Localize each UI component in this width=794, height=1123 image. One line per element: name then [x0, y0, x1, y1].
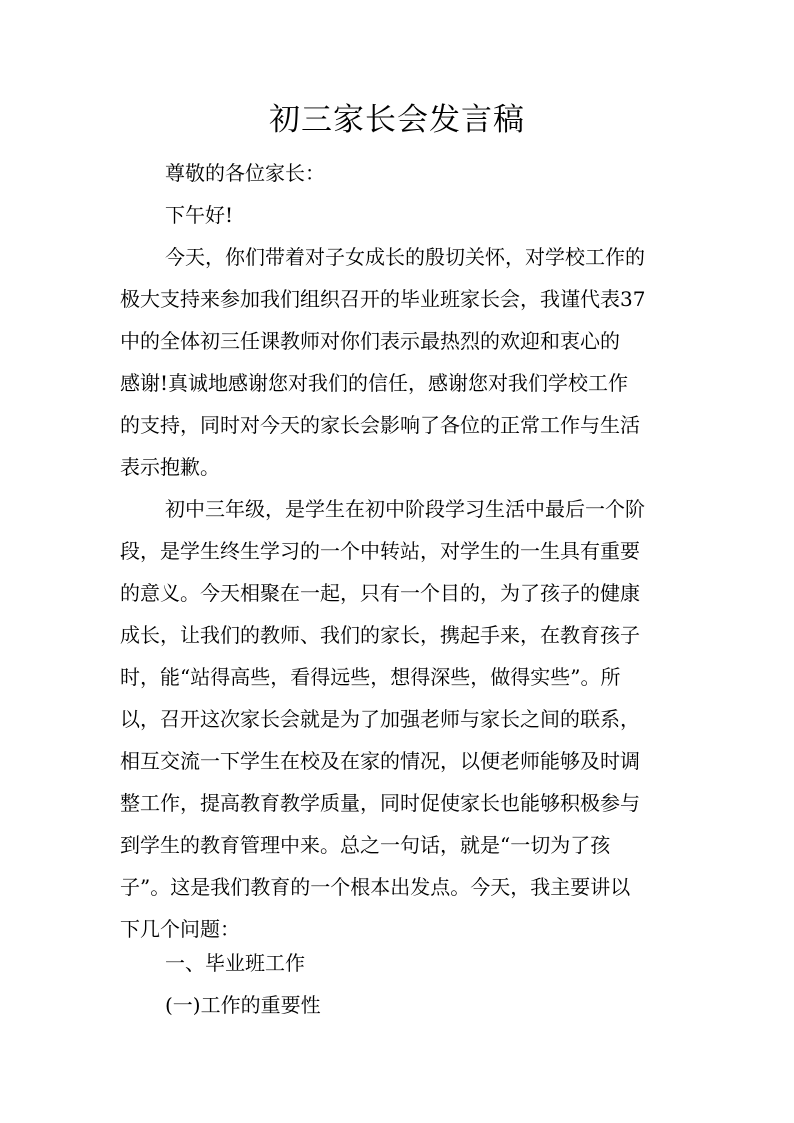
page-title: 初三家长会发言稿 — [269, 102, 525, 138]
paragraph-2-line-9: 到学生的教育管理中来。总之一句话，就是“一切为了孩 — [120, 833, 611, 857]
section-heading-1: 一、毕业班工作 — [165, 951, 305, 975]
salutation: 下午好! — [165, 203, 234, 227]
paragraph-2-line-11: 下几个问题： — [120, 917, 240, 941]
paragraph-2-line-1: 初中三年级，是学生在初中阶段学习生活中最后一个阶 — [165, 497, 645, 521]
paragraph-2-line-10: 子”。这是我们教育的一个根本出发点。今天，我主要讲以 — [120, 875, 631, 899]
paragraph-1-line-4: 感谢!真诚地感谢您对我们的信任，感谢您对我们学校工作 — [120, 371, 629, 395]
paragraph-2-line-4: 成长，让我们的教师、我们的家长，携起手来，在教育孩子 — [120, 623, 640, 647]
paragraph-2-line-8: 整工作，提高教育教学质量，同时促使家长也能够积极参与 — [120, 791, 640, 815]
paragraph-1-line-3: 中的全体初三任课教师对你们表示最热烈的欢迎和衷心的 — [120, 329, 620, 353]
paragraph-2-line-6: 以，召开这次家长会就是为了加强老师与家长之间的联系， — [120, 707, 640, 731]
paragraph-2-line-2: 段，是学生终生学习的一个中转站，对学生的一生具有重要 — [120, 539, 640, 563]
greeting: 尊敬的各位家长： — [165, 161, 325, 185]
section-heading-2: (一)工作的重要性 — [165, 993, 321, 1017]
paragraph-2-line-3: 的意义。今天相聚在一起，只有一个目的，为了孩子的健康 — [120, 581, 640, 605]
paragraph-1-line-5: 的支持，同时对今天的家长会影响了各位的正常工作与生活 — [120, 413, 640, 437]
paragraph-1-line-1: 今天，你们带着对子女成长的殷切关怀，对学校工作的 — [165, 245, 645, 269]
paragraph-2-line-5: 时，能“站得高些，看得远些，想得深些，做得实些”。所 — [120, 665, 621, 689]
paragraph-2-line-7: 相互交流一下学生在校及在家的情况，以便老师能够及时调 — [120, 749, 640, 773]
paragraph-1-line-6: 表示抱歉。 — [120, 455, 220, 479]
paragraph-1-line-2: 极大支持来参加我们组织召开的毕业班家长会，我谨代表37 — [120, 287, 646, 311]
